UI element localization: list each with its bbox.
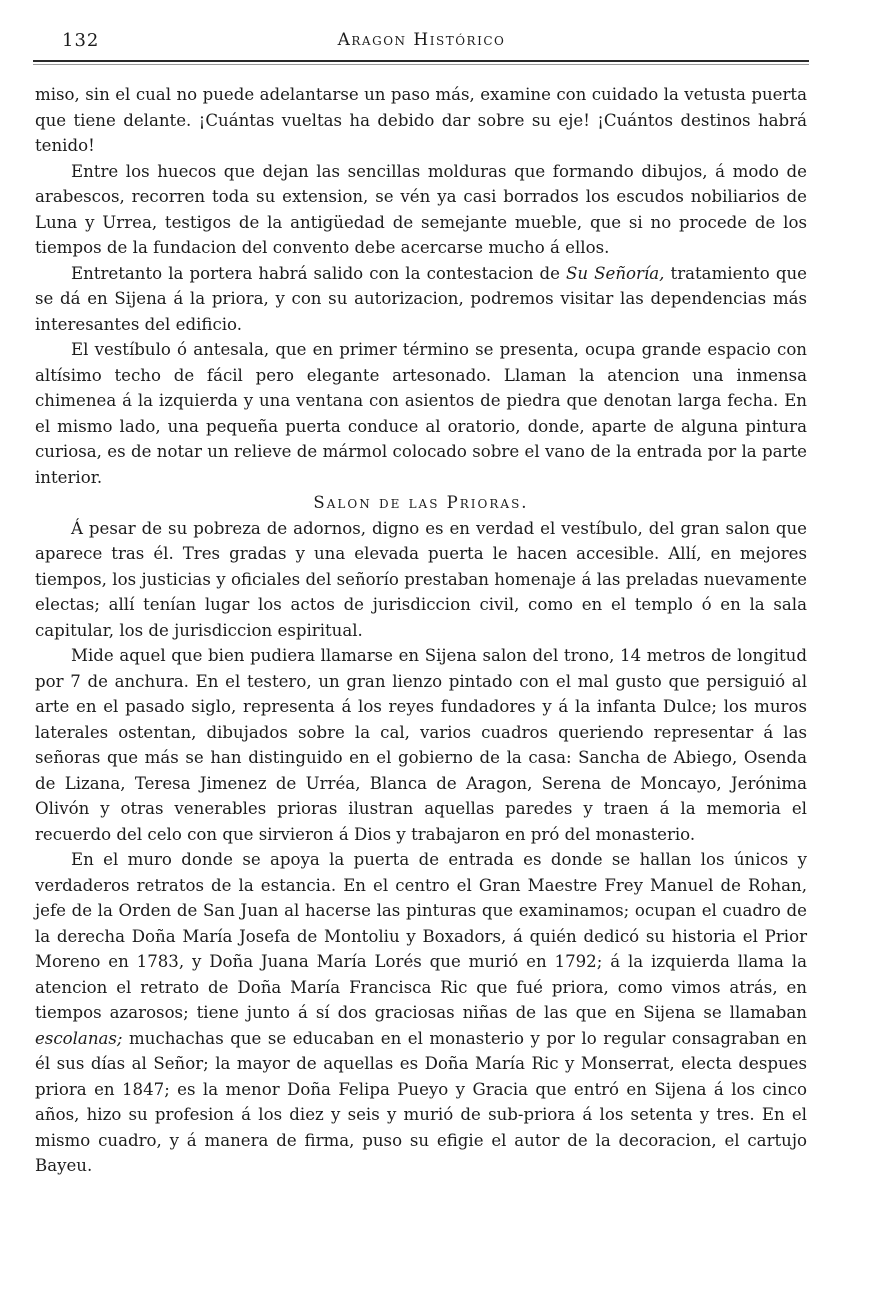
- italic-title: Su Señoría,: [566, 263, 665, 283]
- paragraph-continued: miso, sin el cual no puede adelantarse un paso más, examine con cuidado la vetusta puerta que tiene delante. ¡Cuántas vueltas ha debido dar sobre su eje! ¡Cuántos destinos habrá tenido!: [35, 85, 807, 155]
- header-rule: [33, 60, 809, 62]
- paragraph-portera: [35, 261, 807, 338]
- body-text: [35, 82, 807, 1179]
- page-header: [33, 30, 810, 56]
- running-title: Aragon Histórico: [337, 30, 506, 50]
- text-run: muchachas que se educaban en el monasterio y por lo regular consagraban en él sus días al Señor; la mayor de aquellas es Doña María Ric y Monserrat, electa despues priora en 1847; es la menor Doña Felipa Pueyo y Gracia que entró en Sijena á los cinco años, hizo su profesion á los diez y seis y murió de sub-priora á los setenta y tres. En el mismo cuadro, y á manera de firma, puso su efigie el autor de la decoracion, el cartujo Bayeu.: [35, 1028, 807, 1175]
- section-heading: Salon de las Prioras.: [313, 493, 529, 512]
- paragraph-trono: Mide aquel que bien pudiera llamarse en Sijena salon del trono, 14 metros de longitud por 7 de anchura. En el testero, un gran lienzo pintado con el mal gusto que persiguió al arte en el pasado siglo, representa á los reyes fundadores y á la infanta Dulce; los muros laterales ostentan, dibujados sobre la cal, varios cuadros queriendo representar á las señoras que más se han distinguido en el gobierno de la casa: Sancha de Abiego, Osenda de Lizana, Teresa Jimenez de Urréa, Blanca de Aragon, Serena de Moncayo, Jerónima Olivón y otras venerables prioras ilustran aquellas paredes y traen á la memoria el recuerdo del celo con que sirvieron á Dios y trabajaron en pró del monasterio.: [35, 646, 807, 844]
- paragraph-salon: Á pesar de su pobreza de adornos, digno es en verdad el vestíbulo, del gran salon que aparece tras él. Tres gradas y una elevada puerta le hacen accesible. Allí, en mejores tiempos, los justicias y oficiales del señorío prestaban homenaje á las preladas nuevamente electas; allí tenían lugar los actos de jurisdiccion civil, como en el templo ó en la sala capitular, los de jurisdiccion espiritual.: [35, 518, 807, 640]
- paragraph-vestibulo: El vestíbulo ó antesala, que en primer término se presenta, ocupa grande espacio con altísimo techo de fácil pero elegante artesonado. Llaman la atencion una inmensa chimenea á la izquierda y una ventana con asientos de piedra que denotan larga fecha. En el mismo lado, una pequeña puerta conduce al oratorio, donde, aparte de alguna pintura curiosa, es de notar un relieve de mármol colocado sobre el vano de la entrada por la parte interior.: [35, 340, 807, 487]
- page-number: 132: [62, 30, 100, 51]
- text-run: Entretanto la portera habrá salido con la contestacion de: [71, 263, 567, 283]
- paragraph-retratos: [35, 847, 807, 1179]
- text-run: En el muro donde se apoya la puerta de entrada es donde se hallan los únicos y verdaderos retratos de la estancia. En el centro el Gran Maestre Frey Manuel de Rohan, jefe de la Orden de San Juan al hacerse las pinturas que examinamos; ocupan el cuadro de la derecha Doña María Josefa de Montoliu y Boxadors, á quién dedicó su historia el Prior Moreno en 1783, y Doña Juana María Lorés que murió en 1792; á la izquierda llama la atencion el retrato de Doña María Francisca Ric que fué priora, como vimos atrás, en tiempos azarosos; tiene junto á sí dos graciosas niñas de las que en Sijena se llamaban: [35, 850, 807, 1022]
- header-rule-thin: [33, 64, 809, 65]
- paragraph-escudos: Entre los huecos que dejan las sencillas molduras que formando dibujos, á modo de arabescos, recorren toda su extension, se vén ya casi borrados los escudos nobiliarios de Luna y Urrea, testigos de la antigüedad de semejante mueble, que si no procede de los tiempos de la fundacion del convento debe acercarse mucho á ellos.: [35, 161, 807, 257]
- italic-term: escolanas;: [35, 1028, 123, 1048]
- text-run: tratamiento que se dá en Sijena á la priora, y con su autorizacion, podremos visitar las dependencias más interesantes del edificio.: [35, 263, 807, 334]
